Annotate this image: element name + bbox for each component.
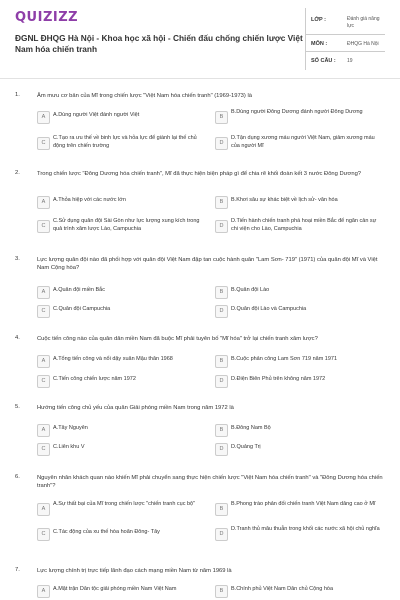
option-text: B.Khơi sâu sự khác biệt về lịch sử- văn hóa (231, 197, 338, 203)
option-c[interactable] (37, 303, 205, 320)
question-4 (15, 335, 390, 395)
option-text: D.Tiến hành chiến tranh phá hoại miền Bắc để ngăn cản sự chi viện cho Lào, Campuchia (231, 218, 377, 232)
option-letter-box[interactable]: C (37, 443, 50, 456)
option-text: A.Tổng tiến công và nổi dậy xuân Mậu thân 1968 (53, 356, 173, 362)
option-c[interactable] (37, 373, 205, 390)
question-text: Trong chiến lược "Đông Dương hóa chiến tranh", Mĩ đã thực hiện biện pháp gì để chia rẽ khối đoàn kết 3 nước Đông Dương? (37, 171, 362, 177)
option-a[interactable] (37, 583, 205, 600)
socau-value: 19 (347, 58, 353, 64)
info-row-socau (305, 52, 385, 70)
option-d[interactable] (215, 526, 383, 543)
question-text: Lực lượng quân đội nào đã phối hợp với quân đội Việt Nam đập tan cuộc hành quân "Lam Sơn- 719" (1971) của quân đội Mĩ và Việt Nam Cộng hòa? (37, 257, 378, 271)
option-text: D.Tận dụng xương máu người Việt Nam, giảm xương máu của người Mĩ (231, 135, 375, 149)
question-number: 2. (15, 170, 20, 176)
question-6 (15, 474, 390, 554)
option-b[interactable] (215, 353, 383, 370)
option-letter-box[interactable]: B (215, 424, 228, 437)
option-a[interactable] (37, 353, 205, 370)
option-a[interactable] (37, 501, 205, 518)
option-letter-box[interactable]: D (215, 305, 228, 318)
question-text: Hướng tiến công chủ yếu của quân Giải phóng miền Nam trong năm 1972 là (37, 405, 234, 411)
option-letter-box[interactable]: C (37, 137, 50, 150)
option-d[interactable] (215, 373, 383, 390)
option-letter-box[interactable]: B (215, 585, 228, 598)
option-letter-box[interactable]: D (215, 443, 228, 456)
question-number: 6. (15, 474, 20, 480)
question-text: Lực lượng chính trị trực tiếp lãnh đạo cách mạng miền Nam từ năm 1969 là (37, 568, 232, 574)
question-5 (15, 404, 390, 464)
option-letter-box[interactable]: A (37, 111, 50, 124)
worksheet-header (0, 0, 400, 78)
lop-value: Đánh giá năng lực (347, 16, 380, 29)
option-letter-box[interactable]: B (215, 355, 228, 368)
option-d[interactable] (215, 135, 383, 152)
lop-label: LỚP : (311, 17, 326, 23)
question-text: Cuộc tiến công nào của quân dân miền Nam đã buộc Mĩ phải tuyên bố "Mĩ hóa" trở lại chiến tranh xâm lược? (37, 336, 318, 342)
option-text: C.Sử dụng quân đội Sài Gòn như lực lượng xung kích trong quả trình xâm lược Lào, Campuchia (53, 218, 200, 232)
option-text: D.Tranh thủ mâu thuẫn trong khối các nước xã hội chủ nghĩa (231, 526, 380, 532)
question-number: 4. (15, 335, 20, 341)
option-letter-box[interactable]: D (215, 137, 228, 150)
option-letter-box[interactable]: C (37, 305, 50, 318)
option-a[interactable] (37, 284, 205, 301)
option-c[interactable] (37, 441, 205, 458)
option-text: A.Quân đội miền Bắc (53, 287, 105, 293)
option-text: B.Phong trào phản đối chiến tranh Việt Nam dâng cao ở Mĩ (231, 501, 376, 507)
info-row-mon (305, 35, 385, 52)
option-a[interactable] (37, 422, 205, 439)
option-b[interactable] (215, 284, 383, 301)
option-letter-box[interactable]: C (37, 375, 50, 388)
worksheet-title: ĐGNL ĐHQG Hà Nội - Khoa học xã hội - Chiến đấu chống chiến lược Việt Nam hóa chiến tranh (15, 33, 303, 54)
option-b[interactable] (215, 422, 383, 439)
mon-value: ĐHQG Hà Nội (347, 41, 379, 47)
option-d[interactable] (215, 303, 383, 320)
option-letter-box[interactable]: D (215, 375, 228, 388)
question-text: Nguyên nhân khách quan nào khiến Mĩ phải chuyển sang thực hiện chiến lược "Việt Nam hóa chiến tranh" và "Đông Dương hóa chiến tranh"? (37, 475, 383, 489)
option-letter-box[interactable]: B (215, 503, 228, 516)
option-text: C.Tác động của xu thế hòa hoãn Đông- Tây (53, 529, 160, 535)
option-text: A.Thỏa hiệp với các nước lớn (53, 197, 126, 203)
question-2 (15, 170, 390, 252)
option-letter-box[interactable]: A (37, 424, 50, 437)
header-separator (0, 78, 400, 79)
option-letter-box[interactable]: D (215, 220, 228, 233)
worksheet-info (305, 10, 385, 70)
option-text: D.Quân đội Lào và Campuchia (231, 306, 307, 312)
option-d[interactable] (215, 441, 383, 458)
info-row-lop (305, 10, 385, 35)
option-letter-box[interactable]: B (215, 196, 228, 209)
option-b[interactable] (215, 194, 383, 211)
option-text: A.Sự thất bại của Mĩ trong chiến lược "chiến tranh cục bộ" (53, 501, 196, 507)
option-b[interactable] (215, 109, 383, 126)
option-text: A.Mặt trận Dân tộc giải phóng miền Nam Việt Nam (53, 586, 177, 592)
option-text: C.Tiến công chiến lược năm 1972 (53, 376, 136, 382)
option-text: B.Quân đội Lào (231, 287, 270, 293)
option-text: C.Quân đội Campuchia (53, 306, 111, 312)
option-text: B.Chính phủ Việt Nam Dân chủ Cộng hòa (231, 586, 334, 592)
socau-label: SỐ CÂU : (311, 58, 336, 64)
option-text: B.Đông Nam Bộ (231, 425, 271, 431)
question-number: 3. (15, 256, 20, 262)
question-number: 7. (15, 567, 20, 573)
option-letter-box[interactable]: B (215, 286, 228, 299)
option-letter-box[interactable]: A (37, 503, 50, 516)
option-letter-box[interactable]: C (37, 528, 50, 541)
option-b[interactable] (215, 501, 383, 518)
option-a[interactable] (37, 109, 205, 126)
option-letter-box[interactable]: B (215, 111, 228, 124)
question-text: Âm mưu cơ bản của Mĩ trong chiến lược "Việt Nam hóa chiến tranh" (1969-1973) là (37, 93, 252, 99)
option-c[interactable] (37, 218, 205, 235)
option-text: A.Dùng người Việt đánh người Việt (53, 112, 140, 118)
option-text: C.Liên khu V (53, 444, 85, 450)
question-number: 5. (15, 404, 20, 410)
option-b[interactable] (215, 583, 383, 600)
option-letter-box[interactable]: A (37, 196, 50, 209)
option-c[interactable] (37, 526, 205, 543)
option-letter-box[interactable]: D (215, 528, 228, 541)
option-text: A.Tây Nguyên (53, 425, 88, 431)
question-3 (15, 256, 390, 326)
option-a[interactable] (37, 194, 205, 211)
option-text: B.Cuộc phản công Lam Sơn 719 năm 1971 (231, 356, 338, 362)
quizizz-logo: QUIZIZZ (15, 10, 79, 25)
option-text: D.Điện Biên Phủ trên không năm 1972 (231, 376, 326, 382)
question-7 (15, 567, 390, 600)
mon-label: MÔN : (311, 41, 328, 47)
option-text: D.Quảng Trị (231, 444, 261, 450)
option-c[interactable] (37, 135, 205, 152)
option-letter-box[interactable]: A (37, 286, 50, 299)
option-letter-box[interactable]: A (37, 355, 50, 368)
question-number: 1. (15, 92, 20, 98)
option-letter-box[interactable]: A (37, 585, 50, 598)
option-text: B.Dùng người Đông Dương đánh người Đông Dương (231, 109, 363, 115)
option-d[interactable] (215, 218, 383, 235)
option-text: C.Tạo ra ưu thế về binh lực và hỏa lực để giành lại thế chủ động trên chiến trường (53, 135, 197, 149)
option-letter-box[interactable]: C (37, 220, 50, 233)
question-1 (15, 92, 390, 164)
